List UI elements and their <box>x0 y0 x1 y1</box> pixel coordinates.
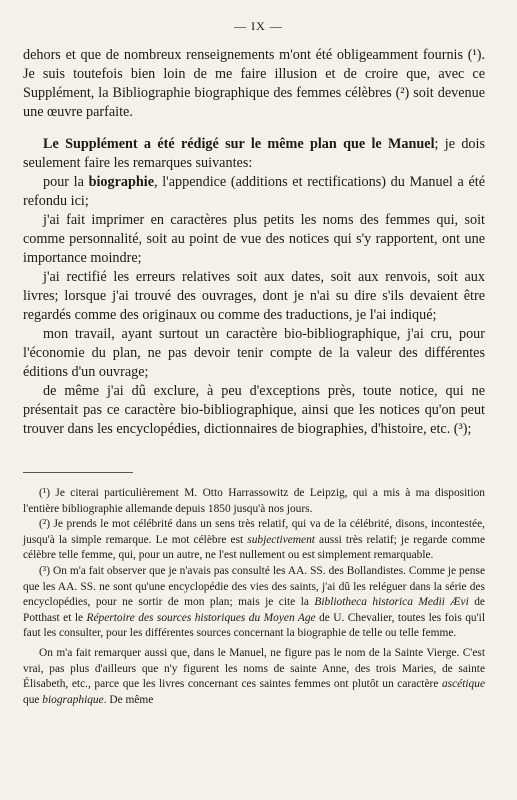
footnote-4-text-mid: que <box>23 693 43 706</box>
footnote-3 <box>23 564 485 642</box>
footnote-3-title-chevalier: Répertoire des sources historiques du Moyen Age <box>86 611 316 624</box>
footnote-2-italic: subjectivement <box>247 533 315 546</box>
paragraph-biography <box>23 173 485 211</box>
footnote-1: (¹) Je citerai particulièrement M. Otto Harrassowitz de Leipzig, qui a mis à ma disposition l'entière bibliographie allemande depuis 1850 jusqu'à nos jours. <box>23 487 485 515</box>
footnote-3-text: (³) On m'a fait observer que je n'avais pas consulté les AA. SS. des Bollandistes. Comme je pense que les AA. SS. ne sont qu'une encyclopédie des vies des saints, j'ai dû les reléguer dans la série des encyclopédies, pour ne sortir de mon plan; mais je cite la <box>23 564 485 609</box>
footnote-2-text-end: aussi très relatif; je regarde comme célèbre telle femme, qui, pour un autre, ne l'est nullement ou est simplement remarquable. <box>23 533 486 562</box>
footnote-3-text-mid: de Potthast et le <box>23 596 485 624</box>
paragraph-editions: mon travail, ayant surtout un caractère bio-bibliographique, j'ai cru, pour l'économie du plan, ne pas devoir tenir compte de la valeur des différentes éditions d'un ouvrage; <box>23 326 485 380</box>
footnote-2 <box>23 517 485 564</box>
biography-bold: biographie <box>88 174 155 190</box>
plan-statement-rest: ; je dois seulement faire les remarques suivantes: <box>23 136 485 171</box>
footnote-3-text-end: de U. Chevalier, toutes les fois qu'il faut les consulter, pour les différentes sources concernant la biographie de telle ou telle femme. <box>23 611 485 640</box>
footnote-2-text: (²) Je prends le mot célébrité dans un sens très relatif, qui va de la célébrité, disons, incontestée, jusqu'à la simple remarque. Le mot célèbre est <box>23 518 485 546</box>
footnotes <box>23 486 485 708</box>
main-text <box>23 46 485 439</box>
paragraph-intro: dehors et que de nombreux renseignements m'ont été obligeamment fournis (¹). Je suis toutefois bien loin de me faire illusion et de croire que, avec ce Supplément, la Bibliographie biographique des femmes célèbres (²) soit devenue une œuvre parfaite. <box>23 47 485 120</box>
footnote-3-continued <box>23 646 485 708</box>
page-number: — IX — <box>234 19 283 33</box>
footnote-4-text-end: . De même <box>103 693 154 706</box>
footnote-4-italic-2: biographique <box>42 693 104 706</box>
paragraph-errors: j'ai rectifié les erreurs relatives soit aux dates, soit aux renvois, soit aux livres; lorsque j'ai trouvé des ouvrages, dont je n'ai su dire s'ils devaient être regardés comme des originaux ou comme des traductions, je l'ai indiqué; <box>23 269 485 323</box>
biography-lead: pour la <box>43 174 89 190</box>
paragraph-small-type: j'ai fait imprimer en caractères plus petits les noms des femmes qui, soit comme personnalité, soit au point de vue des notices qui s'y rapportent, ont une importance moindre; <box>23 212 485 266</box>
biography-rest: , l'appendice (additions et rectifications) du Manuel a été refondu ici; <box>23 174 485 209</box>
footnote-divider <box>23 472 133 473</box>
footnote-4-italic-1: ascétique <box>441 678 485 691</box>
paragraph-plan <box>23 135 485 173</box>
footnote-4-text: On m'a fait remarquer aussi que, dans le Manuel, ne figure pas le nom de la Sainte Vierge. C'est vrai, pas plus d'ailleurs que n'y figurent les noms de sainte Anne, des trois Maries, de sainte Élisabeth, etc., parce que les livres concernant ces saintes femmes ont plutôt un caractère <box>23 646 485 691</box>
paragraph-exclusions: de même j'ai dû exclure, à peu d'exceptions près, toute notice, qui ne présentait pas ce caractère bio-bibliographique, ainsi que les notices qu'on peut trouver dans les encyclopédies, dictionnaires de biographies, d'histoire, etc. (³); <box>23 383 485 437</box>
footnote-3-title-potthast: Bibliotheca historica Medii Ævi <box>314 596 469 609</box>
plan-statement-bold: Le Supplément a été rédigé sur le même plan que le Manuel <box>43 136 435 152</box>
